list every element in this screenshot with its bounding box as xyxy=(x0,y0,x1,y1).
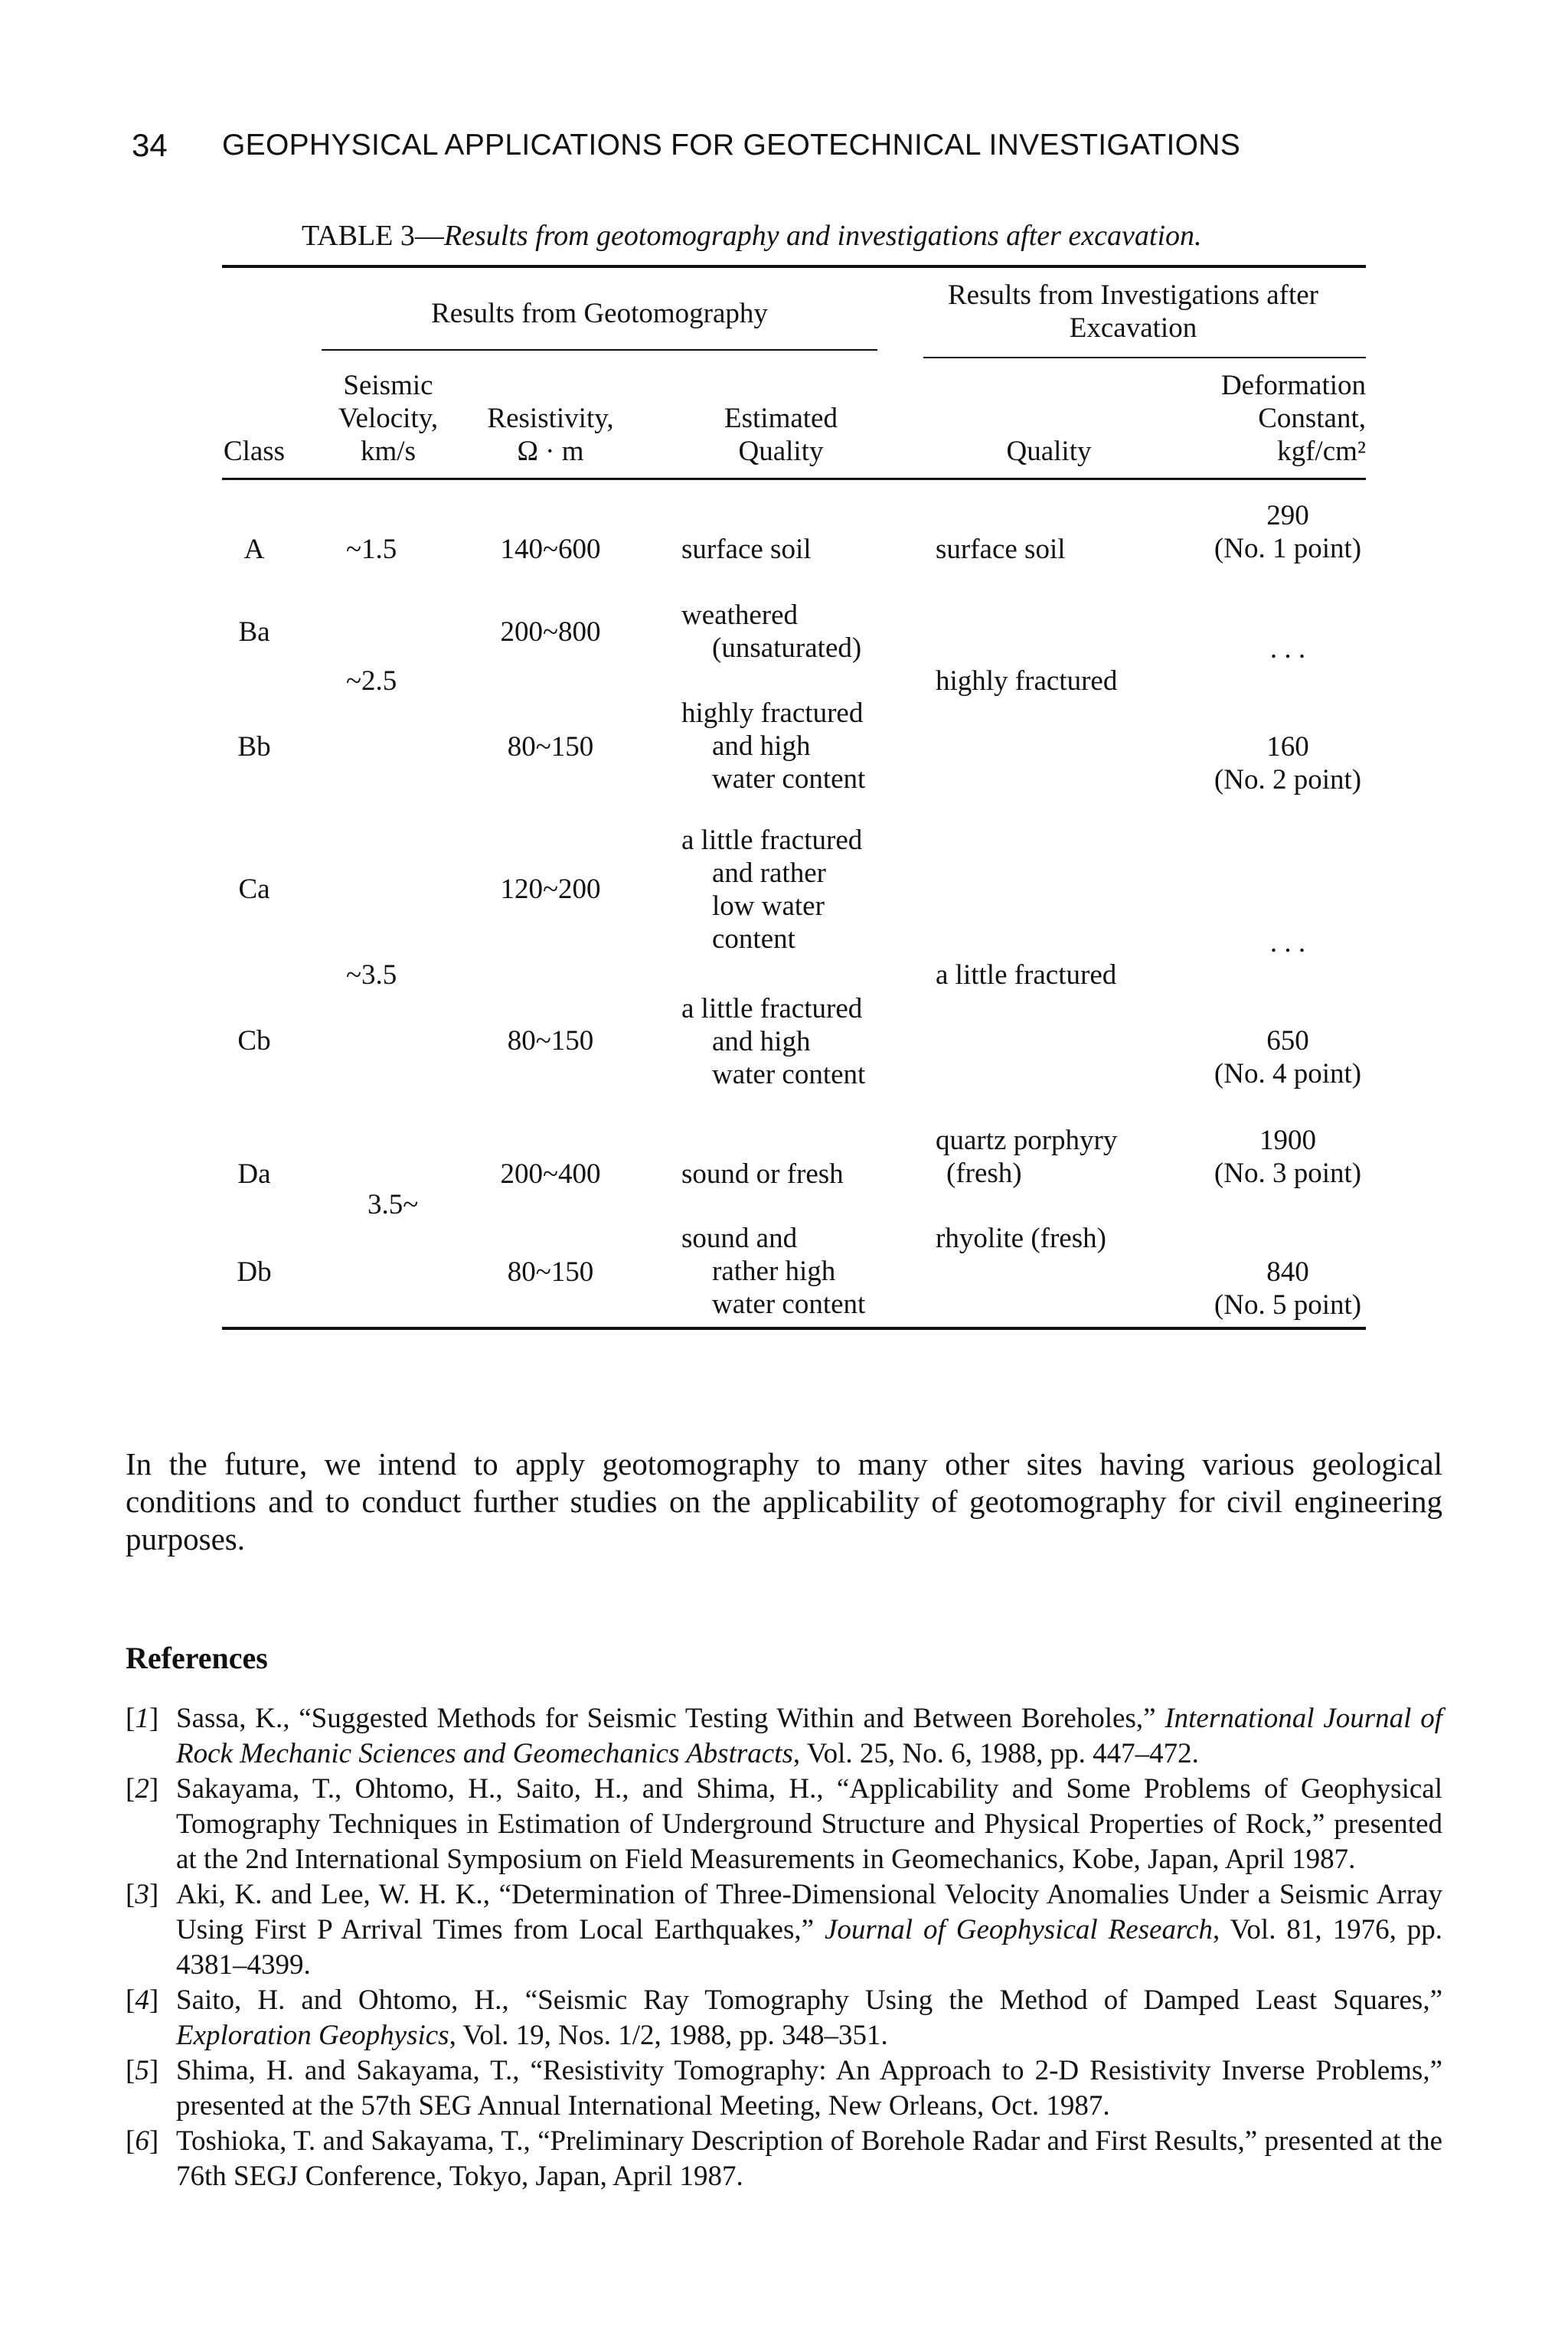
col-header-deformation xyxy=(1164,369,1366,468)
row-cb-deformation-point: (No. 4 point) xyxy=(1214,1058,1362,1089)
row-b-velocity: ~2.5 xyxy=(346,665,397,697)
row-ba-estimated-quality-line2: (unsaturated) xyxy=(712,632,862,664)
reference-number: [1] xyxy=(126,1703,159,1734)
col-header-velocity-line3: km/s xyxy=(361,436,416,467)
row-ca-deformation: . . . xyxy=(1269,927,1306,959)
row-db-estimated-quality-line2: rather high xyxy=(712,1256,836,1287)
col-header-quality: Quality xyxy=(1006,436,1092,467)
row-cb-estimated-quality xyxy=(681,992,865,1091)
row-db-estimated-quality-line3: water content xyxy=(712,1289,866,1320)
references-heading: References xyxy=(126,1641,268,1675)
reference-list xyxy=(126,1701,1442,2194)
col-header-estimated-quality xyxy=(681,402,880,468)
reference-number: [4] xyxy=(126,1984,159,2016)
row-ba-estimated-quality-line1: weathered xyxy=(681,599,799,631)
col-header-resistivity-line1: Resistivity, xyxy=(487,403,614,434)
row-ca-resistivity: 120~200 xyxy=(500,874,601,905)
row-a-deformation-point: (No. 1 point) xyxy=(1214,533,1362,564)
row-bb-estimated-quality-line2: and high xyxy=(712,730,811,762)
reference-number: [3] xyxy=(126,1879,159,1910)
row-bb-resistivity: 80~150 xyxy=(507,731,594,763)
running-head: GEOPHYSICAL APPLICATIONS FOR GEOTECHNICAL INVESTIGATIONS xyxy=(222,129,1241,162)
excavation-group-rule xyxy=(923,357,1366,358)
row-ba-estimated-quality xyxy=(681,599,861,665)
table-top-rule xyxy=(222,265,1366,268)
table-caption-label: TABLE 3— xyxy=(302,220,444,252)
row-ca-estimated-quality xyxy=(681,824,862,956)
row-cb-estimated-quality-line1: a little fractured xyxy=(681,993,863,1024)
row-da-deformation-value: 1900 xyxy=(1259,1125,1316,1156)
row-bb-deformation xyxy=(1210,730,1366,796)
col-header-deformation-line3: kgf/cm² xyxy=(1277,436,1366,467)
row-db-estimated-quality xyxy=(681,1222,865,1321)
geotomography-group-rule xyxy=(322,349,877,351)
excavation-group-header xyxy=(900,279,1366,345)
row-db-estimated-quality-line1: sound and xyxy=(681,1223,798,1254)
row-da-class: Da xyxy=(237,1158,271,1190)
row-bb-estimated-quality xyxy=(681,697,865,795)
reference-number: [5] xyxy=(126,2055,159,2086)
row-a-resistivity: 140~600 xyxy=(500,534,601,565)
row-db-resistivity: 80~150 xyxy=(507,1256,594,1288)
row-ca-estimated-quality-line2: and rather xyxy=(712,858,826,889)
row-ba-resistivity: 200~800 xyxy=(500,616,601,648)
row-bb-deformation-point: (No. 2 point) xyxy=(1214,764,1362,795)
col-header-deformation-line1: Deformation xyxy=(1220,370,1366,401)
table-caption-title: Results from geotomography and investigations after excavation. xyxy=(443,220,1202,252)
row-ca-estimated-quality-line3: low water xyxy=(712,890,825,922)
row-db-class: Db xyxy=(237,1256,272,1288)
row-da-quality xyxy=(936,1124,1117,1190)
row-a-velocity: ~1.5 xyxy=(346,534,397,565)
table-caption xyxy=(302,219,1202,253)
row-a-class: A xyxy=(243,534,265,565)
reference-number: [6] xyxy=(126,2125,159,2157)
col-header-estimated-quality-line1: Estimated xyxy=(724,403,838,434)
reference-item: [5] Shima, H. and Sakayama, T., “Resistivity Tomography: An Approach to 2-D Resistivity Inverse Problems,” presented at the 57th SEG Annual International Meeting, New Orleans, Oct. 1987. xyxy=(126,2055,1442,2122)
excavation-group-header-line1: Results from Investigations after xyxy=(948,279,1318,311)
row-a-deformation xyxy=(1210,499,1366,565)
page-number: 34 xyxy=(132,127,168,163)
row-db-deformation xyxy=(1210,1256,1366,1321)
row-ba-deformation: . . . xyxy=(1269,633,1306,665)
row-db-quality: rhyolite (fresh) xyxy=(936,1223,1106,1254)
body-paragraph: In the future, we intend to apply geotomography to many other sites having various geological conditions and to conduct further studies on the applicability of geotomography for civil engineering purposes. xyxy=(126,1446,1442,1557)
table-bottom-rule xyxy=(222,1327,1366,1330)
row-b-quality: highly fractured xyxy=(936,665,1118,697)
row-bb-class: Bb xyxy=(237,731,271,763)
row-cb-class: Cb xyxy=(237,1025,271,1057)
col-header-deformation-line2: Constant, xyxy=(1258,403,1366,434)
row-da-quality-line2: (fresh) xyxy=(946,1158,1022,1189)
row-cb-deformation xyxy=(1210,1024,1366,1090)
row-ca-class: Ca xyxy=(238,874,270,905)
row-cb-resistivity: 80~150 xyxy=(507,1025,594,1057)
row-d-velocity: 3.5~ xyxy=(368,1189,419,1220)
row-db-deformation-point: (No. 5 point) xyxy=(1214,1289,1362,1321)
col-header-velocity-line2: Velocity, xyxy=(338,403,439,434)
reference-item: [3] Aki, K. and Lee, W. H. K., “Determination of Three-Dimensional Velocity Anomalies Under a Seismic Array Using First P Arrival Times from Local Earthquakes,” Journal of Geophysical Research, Vol. 81, 1976, pp. 4381–4399. xyxy=(126,1879,1443,1981)
row-a-estimated-quality: surface soil xyxy=(681,534,812,565)
row-cb-estimated-quality-line3: water content xyxy=(712,1059,866,1090)
row-ba-class: Ba xyxy=(238,616,270,648)
row-da-deformation-point: (No. 3 point) xyxy=(1214,1158,1362,1189)
row-c-quality: a little fractured xyxy=(936,959,1117,991)
col-header-class: Class xyxy=(223,436,286,467)
col-header-resistivity xyxy=(462,402,639,468)
row-a-deformation-value: 290 xyxy=(1266,500,1309,531)
row-cb-estimated-quality-line2: and high xyxy=(712,1026,811,1057)
row-bb-estimated-quality-line3: water content xyxy=(712,763,866,795)
row-bb-estimated-quality-line1: highly fractured xyxy=(681,697,864,729)
reference-item: [6] Toshioka, T. and Sakayama, T., “Preliminary Description of Borehole Radar and First Results,” presented at the 76th SEGJ Conference, Tokyo, Japan, April 1987. xyxy=(126,2125,1442,2192)
reference-number: [2] xyxy=(126,1773,159,1805)
row-bb-deformation-value: 160 xyxy=(1266,731,1309,763)
geotomography-group-header: Results from Geotomography xyxy=(431,298,768,329)
table-header-rule xyxy=(222,478,1366,480)
row-cb-deformation-value: 650 xyxy=(1266,1025,1309,1057)
col-header-velocity-line1: Seismic xyxy=(343,370,433,401)
row-da-deformation xyxy=(1210,1124,1366,1190)
col-header-velocity xyxy=(315,369,461,468)
row-da-estimated-quality: sound or fresh xyxy=(681,1158,844,1190)
row-ca-estimated-quality-line1: a little fractured xyxy=(681,825,863,856)
row-da-resistivity: 200~400 xyxy=(500,1158,601,1190)
reference-item: [4] Saito, H. and Ohtomo, H., “Seismic Ray Tomography Using the Method of Damped Least Squares,” Exploration Geophysics, Vol. 19, Nos. 1/2, 1988, pp. 348–351. xyxy=(126,1984,1442,2051)
reference-item: [2] Sakayama, T., Ohtomo, H., Saito, H., and Shima, H., “Applicability and Some Problems of Geophysical Tomography Techniques in Estimation of Underground Structure and Physical Properties of Rock,” presented at the 2nd International Symposium on Field Measurements in Geomechanics, Kobe, Japan, April 1987. xyxy=(126,1773,1442,1875)
row-db-deformation-value: 840 xyxy=(1266,1256,1309,1288)
col-header-estimated-quality-line2: Quality xyxy=(738,436,824,467)
row-a-quality: surface soil xyxy=(936,534,1066,565)
col-header-resistivity-line2: Ω · m xyxy=(517,436,584,467)
reference-item: [1] Sassa, K., “Suggested Methods for Seismic Testing Within and Between Boreholes,” International Journal of Rock Mechanic Sciences and Geomechanics Abstracts, Vol. 25, No. 6, 1988, pp. 447–472. xyxy=(126,1703,1442,1769)
excavation-group-header-line2: Excavation xyxy=(1069,312,1197,344)
row-da-quality-line1: quartz porphyry xyxy=(936,1125,1118,1156)
row-ca-estimated-quality-line4: content xyxy=(712,923,795,955)
row-c-velocity: ~3.5 xyxy=(346,959,397,991)
